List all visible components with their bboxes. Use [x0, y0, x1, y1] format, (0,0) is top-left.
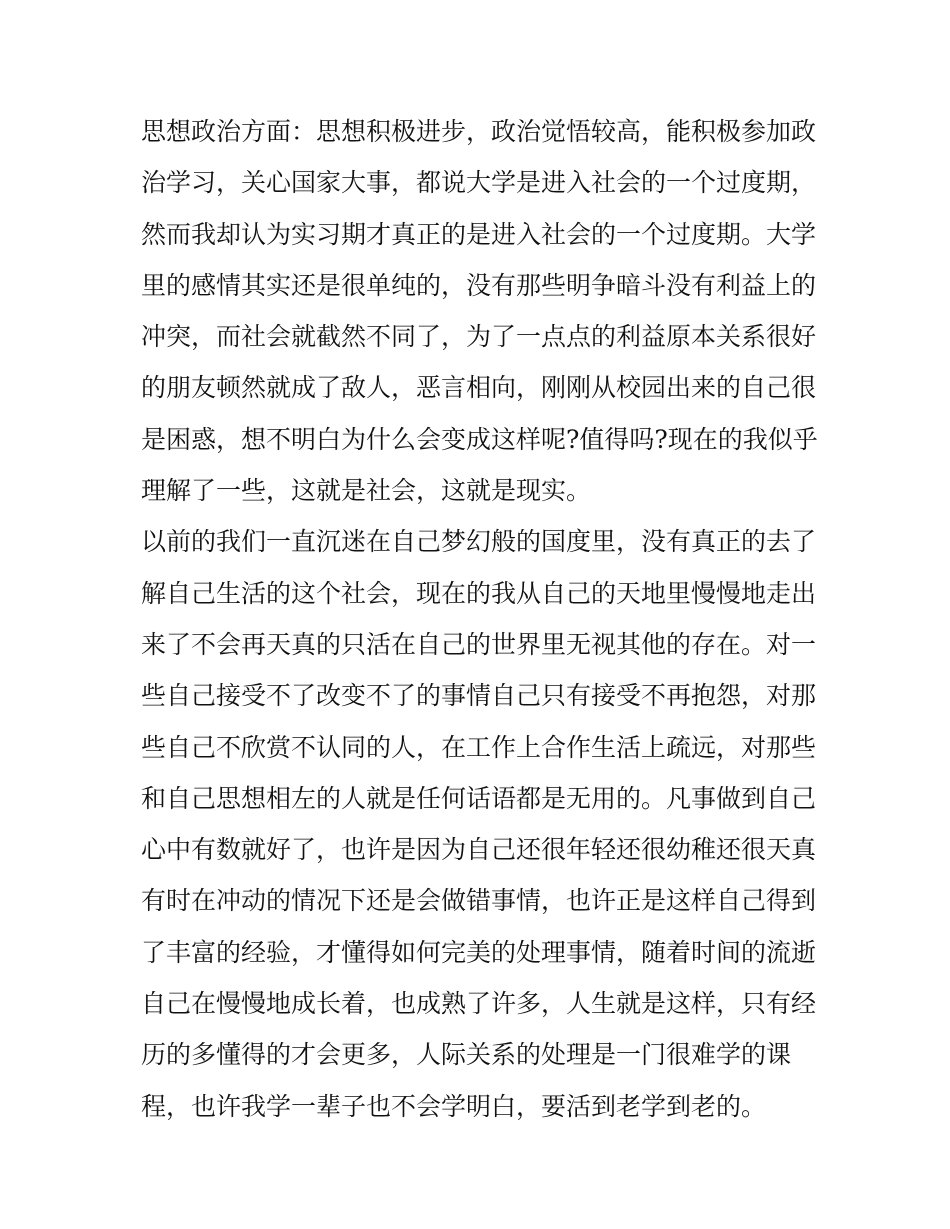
text-line: 冲突，而社会就截然不同了，为了一点点的利益原本关系很好: [141, 322, 817, 352]
text-line: 和自己思想相左的人就是任何话语都是无用的。凡事做到自己: [141, 783, 817, 813]
text-line: 治学习，关心国家大事，都说大学是进入社会的一个过度期，: [141, 168, 817, 198]
text-line: 自己在慢慢地成长着，也成熟了许多，人生就是这样，只有经: [141, 989, 817, 1019]
text-line: 有时在冲动的情况下还是会做错事情，也许正是这样自己得到: [141, 886, 817, 916]
text-line: 然而我却认为实习期才真正的是进入社会的一个过度期。大学: [141, 219, 817, 249]
text-line: 里的感情其实还是很单纯的，没有那些明争暗斗没有利益上的: [141, 270, 817, 300]
text-line: 历的多懂得的才会更多，人际关系的处理是一门很难学的课: [141, 1040, 792, 1070]
text-line: 解自己生活的这个社会，现在的我从自己的天地里慢慢地走出: [141, 578, 817, 608]
text-line: 理解了一些，这就是社会，这就是现实。: [141, 476, 592, 506]
text-line: 来了不会再天真的只活在自己的世界里无视其他的存在。对一: [141, 629, 817, 659]
text-line: 是困惑，想不明白为什么会变成这样呢?值得吗?现在的我似乎: [141, 424, 818, 454]
text-line: 的朋友顿然就成了敌人，恶言相向，刚刚从校园出来的自己很: [141, 373, 817, 403]
text-line: 心中有数就好了，也许是因为自己还很年轻还很幼稚还很天真: [141, 835, 817, 865]
text-line: 以前的我们一直沉迷在自己梦幻般的国度里，没有真正的去了: [141, 527, 817, 557]
text-line: 些自己接受不了改变不了的事情自己只有接受不再抱怨，对那: [141, 681, 817, 711]
text-line: 程，也许我学一辈子也不会学明白，要活到老学到老的。: [141, 1091, 767, 1121]
text-line: 了丰富的经验，才懂得如何完美的处理事情，随着时间的流逝: [141, 937, 817, 967]
body-text: [141, 106, 821, 1132]
text-line: 些自己不欣赏不认同的人，在工作上合作生活上疏远，对那些: [141, 732, 817, 762]
text-line: 思想政治方面：思想积极进步，政治觉悟较高，能积极参加政: [141, 117, 817, 146]
